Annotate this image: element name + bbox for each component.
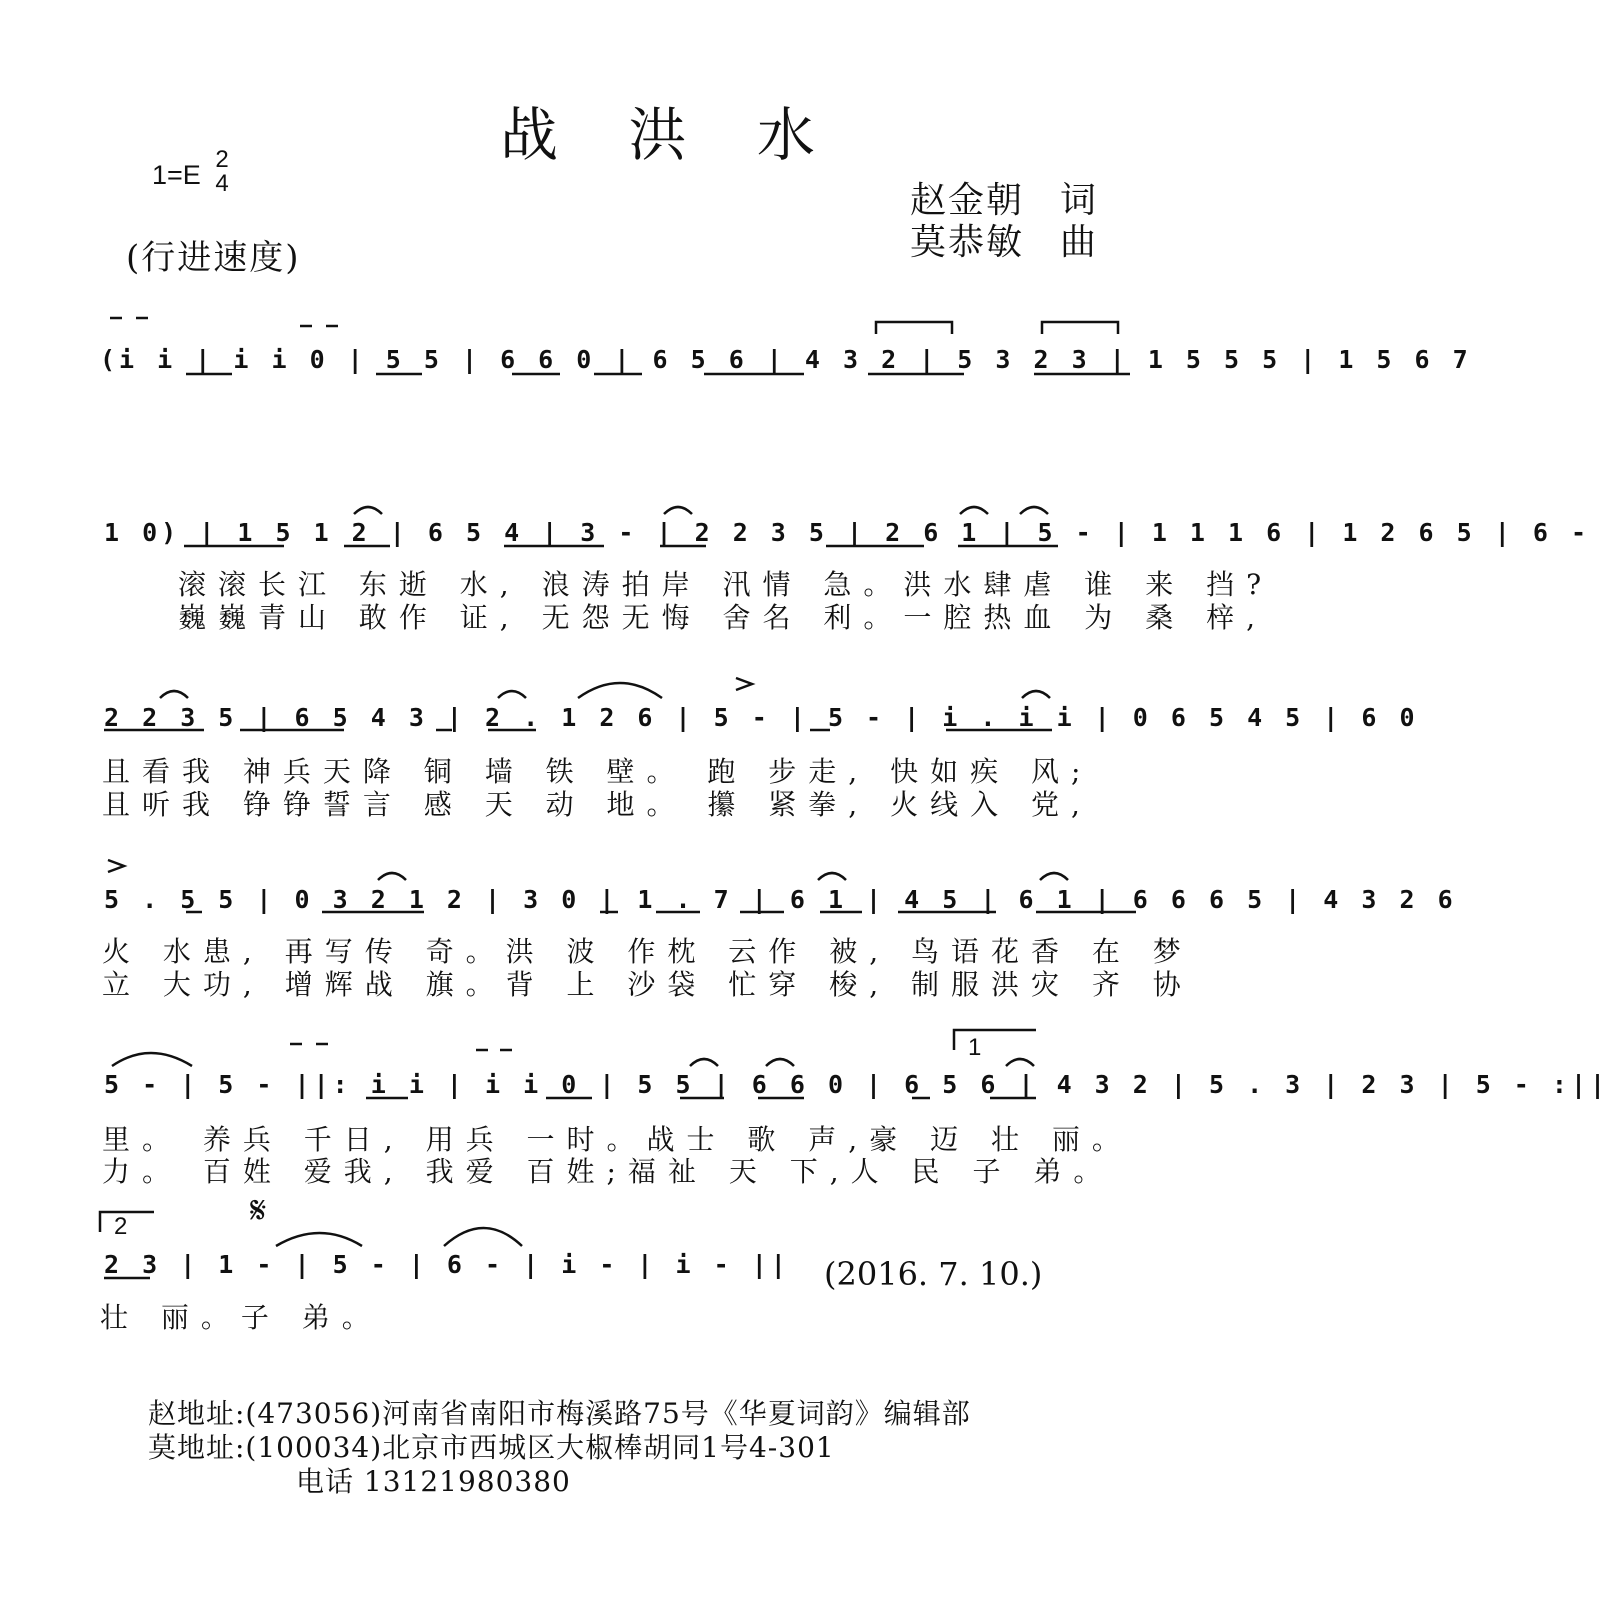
address-lyricist: 赵地址:(473056)河南省南阳市梅溪路75号《华夏词韵》编辑部	[148, 1397, 971, 1430]
volta-2-number: 2	[114, 1213, 128, 1240]
segno-sign: 𝄋	[250, 1188, 267, 1232]
time-signature-bottom: 4	[215, 170, 229, 197]
lyrics-line-5-verse-1: 里。 养兵 千日, 用兵 一时。战士 歌 声,豪 迈 壮 丽。	[102, 1123, 1132, 1156]
lyrics-line-3-verse-2: 且听我 铮铮誓言 感 天 动 地。 攥 紧拳, 火线入 党,	[102, 788, 1092, 821]
lyricist-name: 赵金朝	[910, 180, 1025, 221]
lyrics-line-4-verse-1: 火 水患, 再写传 奇。洪 波 作枕 云作 被, 鸟语花香 在 梦	[102, 935, 1193, 968]
key-signature: 1=E	[152, 160, 201, 190]
lyrics-line-5-verse-2: 力。 百姓 爱我, 我爱 百姓;福祉 天 下,人 民 子 弟。	[102, 1155, 1114, 1188]
score-line-4-notes: 5 . 5 5 | 0 3 2 1 2 | 3 0 | 1 . 7 | 6 1 | 4 5 | 6 1 | 6 6 6 5 | 4 3 2 6	[104, 885, 1457, 914]
tempo-marking: (行进速度)	[126, 238, 301, 278]
score-line-3-notes: 2 2 3 5 | 6 5 4 3 | 2 . 1 2 6 | 5 - | 5 - | i . i i | 0 6 5 4 5 | 6 0	[104, 703, 1419, 732]
composer-name: 莫恭敏	[910, 222, 1025, 263]
score-line-1: (i i | i i 0 | 5 5 | 6 6 0 | 6 5 6 | 4 3 2 | 5 3 2 3 | 1 5 5 5 | 1 5 6 7	[100, 345, 1472, 374]
lyrics-line-2-verse-1: 滚滚长江 东逝 水, 浪涛拍岸 汛情 急。洪水肆虐 谁 来 挡?	[178, 568, 1274, 601]
song-title: 战 洪 水	[500, 101, 841, 169]
score-line-2-notes: 1 0) | 1 5 1 2 | 6 5 4 | 3 - | 2 2 3 5 | 2 6 1 | 5 - | 1 1 1 6 | 1 2 6 5 | 6 -	[104, 518, 1590, 547]
address-composer: 莫地址:(100034)北京市西城区大椒棒胡同1号4-301	[148, 1431, 835, 1464]
lyricist-role: 词	[1060, 180, 1099, 221]
score-line-6-notes: 2 3 | 1 - | 5 - | 6 - | i - | i - ||	[104, 1250, 790, 1279]
score-line-5-notes: 5 - | 5 - ||: i i | i i 0 | 5 5 | 6 6 0 | 6 5 6 | 4 3 2 | 5 . 3 | 2 3 | 5 - :||	[104, 1070, 1609, 1099]
phone-number: 电话 13121980380	[296, 1465, 571, 1498]
lyrics-line-2-verse-2: 巍巍青山 敢作 证, 无怨无悔 舍名 利。一腔热血 为 桑 梓,	[178, 601, 1268, 634]
composition-date: (2016. 7. 10.)	[824, 1255, 1043, 1293]
volta-1-number: 1	[968, 1034, 982, 1061]
time-signature-top: 2	[215, 146, 229, 173]
lyrics-line-6: 壮 丽。子 弟。	[100, 1301, 382, 1334]
lyrics-line-4-verse-2: 立 大功, 增辉战 旗。背 上 沙袋 忙穿 梭, 制服洪灾 齐 协	[102, 968, 1193, 1001]
lyrics-line-3-verse-1: 且看我 神兵天降 铜 墙 铁 壁。 跑 步走, 快如疾 风;	[102, 755, 1093, 788]
composer-role: 曲	[1060, 222, 1099, 263]
